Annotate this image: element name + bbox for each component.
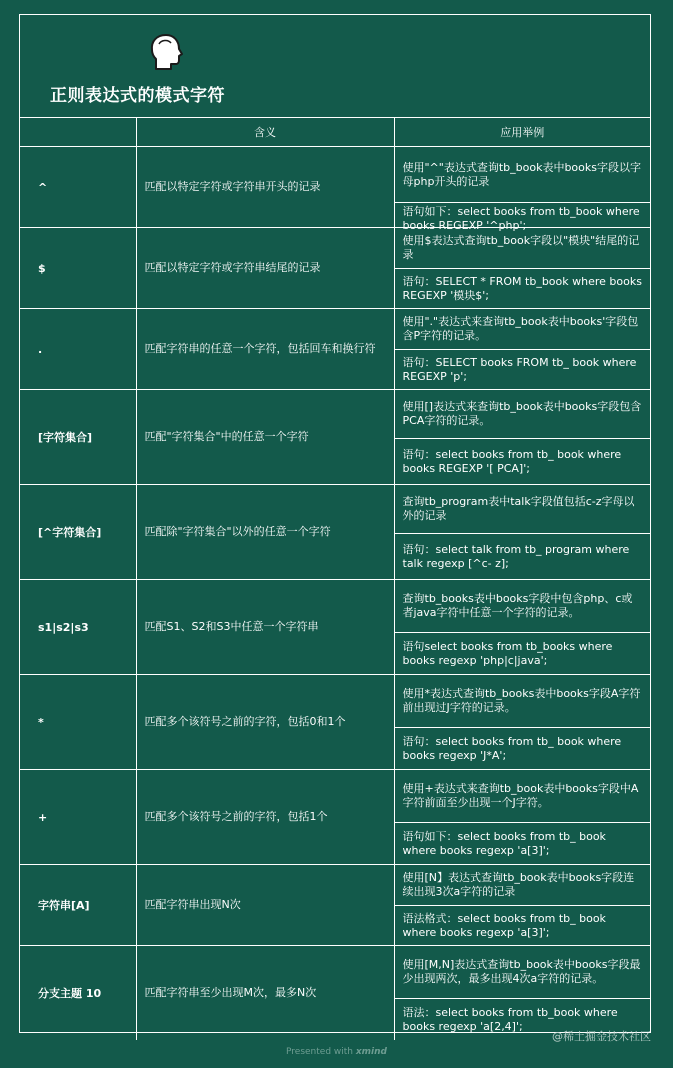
header-example: 应用举例	[394, 118, 650, 147]
pattern-meaning: 匹配字符串至少出现M次，最多N次	[136, 946, 394, 1041]
pattern-example	[394, 228, 650, 309]
table-row	[20, 485, 650, 580]
pattern-symbol: *	[20, 675, 136, 770]
example-description: 查询tb_program表中talk字段值包括c-z字母以外的记录	[402, 495, 635, 522]
pattern-meaning: 匹配字符串的任意一个字符，包括回车和换行符	[136, 309, 394, 390]
pattern-symbol: [字符集合]	[20, 390, 136, 485]
example-sql: 语句select books from tb_books where books regexp 'php|c|java';	[395, 632, 651, 674]
pattern-example	[394, 390, 650, 485]
example-sql: 语法格式：select books from tb_ book where books regexp 'a[3]';	[395, 905, 651, 945]
pattern-example	[394, 946, 650, 1041]
example-description: 使用[M,N]表达式查询tb_book表中books字段最少出现两次，最多出现4次a字符的记录。	[402, 958, 641, 985]
example-sql: 语句：select books from tb_ book where books REGEXP '[ PCA]';	[395, 438, 651, 484]
pattern-example	[394, 580, 650, 675]
footer-brand: xmind	[355, 1047, 387, 1057]
pattern-example	[394, 147, 650, 232]
example-description: 使用"."表达式来查询tb_book表中books'字段包含P字符的记录。	[402, 315, 639, 342]
example-sql: 语句如下：select books from tb_book where books REGEXP '^php';	[395, 202, 651, 235]
example-description: 查询tb_books表中books字段中包含php、c或者java字符中任意一个字符的记录。	[402, 592, 633, 619]
pattern-example	[394, 770, 650, 865]
pattern-symbol: +	[20, 770, 136, 865]
mind-map-card	[19, 14, 651, 1033]
head-profile-icon	[146, 32, 186, 72]
pattern-meaning: 匹配以特定字符或字符串开头的记录	[136, 147, 394, 228]
table-row	[20, 147, 650, 228]
table-row	[20, 946, 650, 1041]
pattern-meaning: 匹配多个该符号之前的字符，包括0和1个	[136, 675, 394, 770]
pattern-symbol: 字符串[A]	[20, 865, 136, 946]
header-meaning: 含义	[136, 118, 394, 147]
table-row	[20, 228, 650, 309]
example-description: 使用[N】表达式查询tb_book表中books字段连续出现3次a字符的记录	[402, 871, 635, 898]
pattern-symbol: .	[20, 309, 136, 390]
table-row	[20, 580, 650, 675]
example-description: 使用*表达式查询tb_books表中books字段A字符前出现过J字符的记录。	[402, 687, 641, 714]
footer-prefix: Presented with	[286, 1047, 356, 1057]
pattern-meaning: 匹配S1、S2和S3中任意一个字符串	[136, 580, 394, 675]
pattern-symbol: 分支主题 10	[20, 946, 136, 1041]
example-description: 使用[]表达式来查询tb_book表中books字段包含PCA字符的记录。	[402, 400, 642, 427]
footer-credit	[0, 1047, 673, 1057]
table-row	[20, 770, 650, 865]
pattern-meaning: 匹配多个该符号之前的字符，包括1个	[136, 770, 394, 865]
example-sql: 语句：select books from tb_ book where books regexp 'J*A';	[395, 727, 651, 769]
pattern-example	[394, 865, 650, 946]
pattern-symbol: ^	[20, 147, 136, 228]
example-description: 使用+表达式来查询tb_book表中books字段中A字符前面至少出现一个J字符。	[402, 782, 639, 809]
example-sql: 语句如下：select books from tb_ book where books regexp 'a[3]';	[395, 822, 651, 864]
pattern-meaning: 匹配字符串出现N次	[136, 865, 394, 946]
table-row	[20, 309, 650, 390]
page-title: 正则表达式的模式字符	[50, 86, 225, 106]
pattern-table	[20, 118, 650, 1040]
header-symbol	[20, 118, 136, 147]
topic-header	[20, 15, 650, 118]
pattern-example	[394, 485, 650, 580]
pattern-symbol: s1|s2|s3	[20, 580, 136, 675]
example-sql: 语句：SELECT * FROM tb_book where books REGEXP '模块$';	[395, 268, 651, 308]
example-sql: 语法：select books from tb_book where books regexp 'a[2,4]';	[395, 998, 651, 1040]
pattern-symbol: $	[20, 228, 136, 309]
pattern-example	[394, 309, 650, 390]
watermark: @稀土掘金技术社区	[552, 1030, 651, 1043]
pattern-meaning: 匹配除"字符集合"以外的任意一个字符	[136, 485, 394, 580]
table-row	[20, 675, 650, 770]
example-sql: 语句：select talk from tb_ program where talk regexp [^c- z];	[395, 533, 651, 579]
pattern-meaning: 匹配"字符集合"中的任意一个字符	[136, 390, 394, 485]
table-row	[20, 390, 650, 485]
pattern-meaning: 匹配以特定字符或字符串结尾的记录	[136, 228, 394, 309]
pattern-example	[394, 675, 650, 770]
example-description: 使用"^"表达式查询tb_book表中books字段以字母php开头的记录	[402, 160, 641, 188]
example-sql: 语句：SELECT books FROM tb_ book where REGEXP 'p';	[395, 349, 651, 389]
example-description: 使用$表达式查询tb_book字段以"模块"结尾的记录	[402, 234, 640, 261]
pattern-symbol: [^字符集合]	[20, 485, 136, 580]
table-header-row	[20, 118, 650, 147]
table-row	[20, 865, 650, 946]
